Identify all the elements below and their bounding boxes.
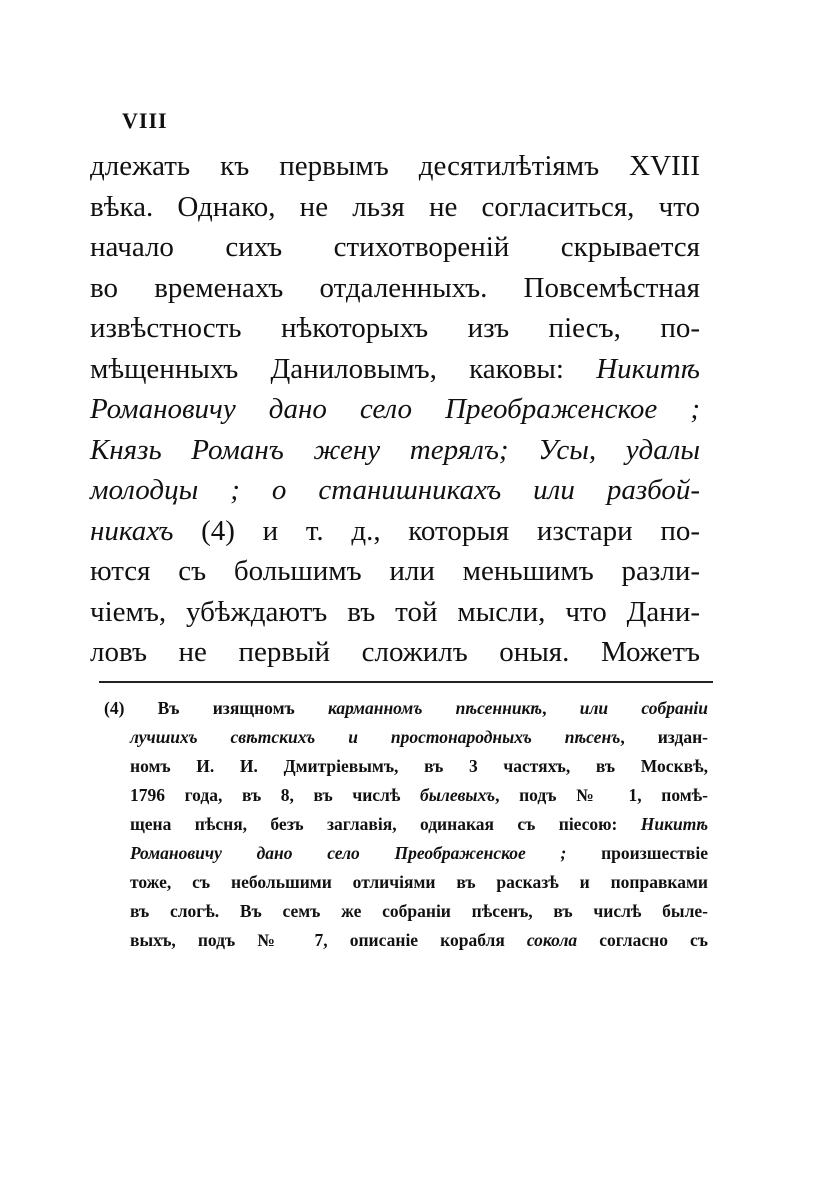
italic-text-span: сокола	[526, 930, 578, 950]
footnote-text-line	[104, 723, 708, 752]
body-text-line	[90, 551, 700, 592]
text-span: 1796 года, въ 8, въ числѣ	[130, 785, 420, 805]
body-text-line	[90, 511, 700, 552]
body-text-line	[90, 470, 700, 511]
italic-text-span: никахъ	[90, 514, 174, 547]
text-span: номъ И. И. Дмитріевымъ, въ 3 частяхъ, въ Москвѣ,	[130, 756, 708, 776]
italic-text-span: былевыхъ	[419, 785, 496, 805]
text-span: чіемъ, убѣждаютъ въ той мысли, что Дани-	[90, 595, 700, 628]
footnote-text-line	[104, 897, 708, 926]
footnote-text-line	[104, 752, 708, 781]
footnote-text-line	[104, 694, 708, 723]
footnote-block	[104, 694, 708, 955]
italic-text-span: Романовичу дано село Преображенское ;	[130, 843, 567, 863]
text-span: ,	[542, 698, 580, 718]
italic-text-span: Никитѣ	[640, 814, 708, 834]
text-span: выхъ, подъ № 7, описаніе корабля	[130, 930, 527, 950]
body-text-line	[90, 308, 700, 349]
footnote-text-line	[104, 781, 708, 810]
body-text-line	[90, 592, 700, 633]
text-span: , издан-	[620, 727, 709, 747]
body-text-line	[90, 268, 700, 309]
text-span: начало сихъ стихотвореній скрывается	[90, 231, 700, 263]
body-text-line	[90, 632, 700, 673]
text-span: мѣщенныхъ Даниловымъ, каковы:	[90, 352, 597, 385]
italic-text-span: карманномъ пѣсенникѣ	[327, 698, 543, 718]
text-span: извѣстность нѣкоторыхъ изъ піесъ, по-	[90, 312, 700, 344]
text-span: (4) Въ изящномъ	[104, 698, 328, 718]
footnote-text-line	[104, 868, 708, 897]
italic-text-span: молодцы ; о станишникахъ или разбой-	[90, 474, 700, 506]
page-number: VIII	[122, 108, 168, 133]
footnote-text-line	[104, 810, 708, 839]
body-text-line	[90, 349, 700, 390]
footnote-separator-rule	[99, 681, 713, 683]
text-span: ются съ большимъ или меньшимъ разли-	[90, 555, 700, 587]
text-span: произшествіе	[566, 843, 708, 863]
text-span: длежать къ первымъ десятилѣтіямъ XVIII	[90, 150, 700, 182]
body-text-line	[90, 430, 700, 471]
text-span: согласно съ	[577, 930, 708, 950]
body-text-line	[90, 227, 700, 268]
footnote-text-line	[104, 926, 708, 955]
text-span: щена пѣсня, безъ заглавія, одинакая съ піесою:	[130, 814, 641, 834]
footnote-text-line	[104, 839, 708, 868]
text-span: , подъ № 1, помѣ-	[495, 785, 708, 805]
text-span: вѣка. Однако, не льзя не согласиться, что	[90, 190, 700, 223]
text-span: тоже, съ небольшими отличіями въ расказѣ и поправками	[130, 872, 708, 892]
italic-text-span: Романовичу дано село Преображенское ;	[90, 393, 700, 425]
italic-text-span: или собраніи	[579, 698, 709, 718]
text-span: въ слогѣ. Въ семъ же собраніи пѣсенъ, въ числѣ быле-	[130, 901, 708, 921]
text-span: во временахъ отдаленныхъ. Повсемѣстная	[90, 271, 700, 304]
italic-text-span: Князь Романъ жену терялъ; Усы, удалы	[90, 433, 700, 466]
main-text-block	[90, 146, 700, 673]
italic-text-span: Никитѣ	[596, 352, 700, 385]
body-text-line	[90, 389, 700, 430]
text-span: ловъ не первый сложилъ оныя. Можетъ	[90, 636, 700, 668]
italic-text-span: лучшихъ свѣтскихъ и простонародныхъ пѣсенъ	[130, 727, 621, 747]
text-span: (4) и т. д., которыя изстари по-	[173, 514, 700, 547]
body-text-line	[90, 146, 700, 187]
body-text-line	[90, 187, 700, 228]
